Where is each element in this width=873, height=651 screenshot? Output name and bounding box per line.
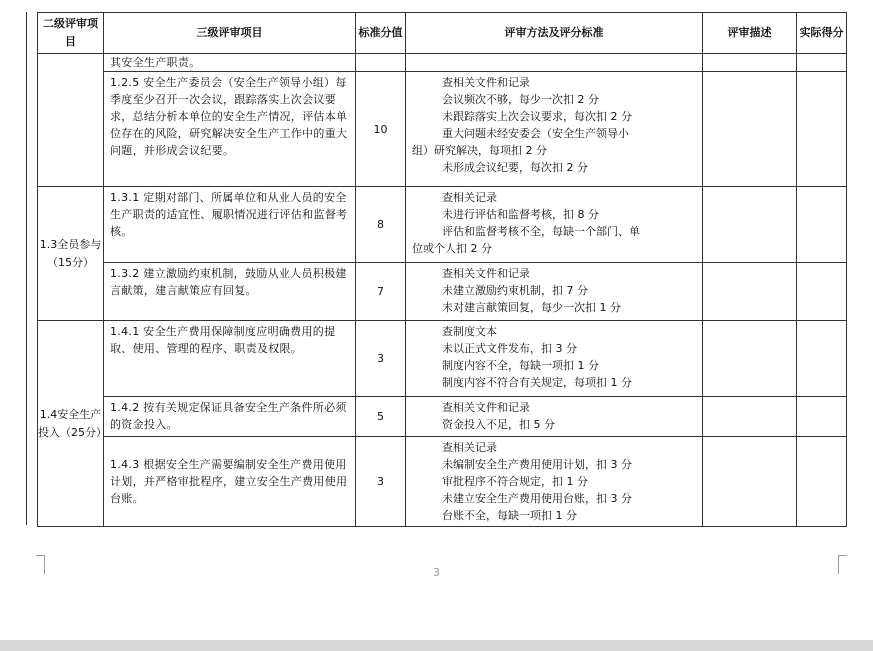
header-level2-item: 二级评审项目 [38, 13, 104, 54]
method-cell [406, 187, 703, 263]
method-line: 未形成会议纪要，每次扣 2 分 [442, 161, 588, 174]
actual-score-cell [797, 263, 847, 321]
table-header-row [38, 13, 847, 54]
group-cell-continued [38, 54, 104, 187]
table-row [38, 263, 847, 321]
description-cell [703, 72, 797, 187]
change-bar [26, 12, 27, 525]
method-line: 未建立安全生产费用使用台账，扣 3 分 [442, 492, 632, 505]
method-line: 查相关文件和记录 [442, 401, 530, 414]
method-line: 查相关记录 [442, 191, 497, 204]
score-cell: 8 [356, 187, 406, 263]
method-line: 未编制安全生产费用使用计划，扣 3 分 [442, 458, 632, 471]
method-cell [406, 397, 703, 437]
table-row [38, 437, 847, 527]
actual-score-cell [797, 187, 847, 263]
method-line: 未跟踪落实上次会议要求，每次扣 2 分 [442, 110, 632, 123]
viewer-bottom-band [0, 640, 873, 651]
header-level3-item: 三级评审项目 [104, 13, 356, 54]
review-table [37, 12, 847, 527]
group-cell-1-3: 1.3全员参与（15分） [38, 187, 104, 321]
item-cell: 1.3.2 建立激励约束机制，鼓励从业人员积极建言献策，建言献策应有回复。 [104, 263, 356, 321]
description-cell [703, 437, 797, 527]
method-line: 制度内容不全，每缺一项扣 1 分 [442, 359, 599, 372]
header-review-method: 评审方法及评分标准 [406, 13, 703, 54]
description-cell [703, 321, 797, 397]
method-cell [406, 263, 703, 321]
table-row [38, 72, 847, 187]
method-line: 制度内容不符合有关规定，每项扣 1 分 [442, 376, 632, 389]
method-line: 重大问题未经安委会（安全生产领导小 [442, 127, 629, 140]
item-cell: 1.4.2 按有关规定保证具备安全生产条件所必须的资金投入。 [104, 397, 356, 437]
method-line: 查相关文件和记录 [442, 267, 530, 280]
score-cell [356, 54, 406, 72]
actual-score-cell [797, 397, 847, 437]
score-cell: 7 [356, 263, 406, 321]
group-cell-1-4: 1.4安全生产投入（25分） [38, 321, 104, 527]
item-cell: 1.3.1 定期对部门、所属单位和从业人员的安全生产职责的适宜性、履职情况进行评估和监督考核。 [104, 187, 356, 263]
method-line: 评估和监督考核不全，每缺一个部门、单 [442, 225, 640, 238]
method-cell [406, 321, 703, 397]
actual-score-cell [797, 72, 847, 187]
table-row [38, 54, 847, 72]
score-cell: 5 [356, 397, 406, 437]
method-line: 会议频次不够，每少一次扣 2 分 [442, 93, 599, 106]
method-line: 查相关文件和记录 [442, 76, 530, 89]
method-line: 审批程序不符合规定，扣 1 分 [442, 475, 588, 488]
header-actual-score: 实际得分 [797, 13, 847, 54]
table-row [38, 321, 847, 397]
description-cell [703, 187, 797, 263]
actual-score-cell [797, 437, 847, 527]
description-cell [703, 54, 797, 72]
header-review-description: 评审描述 [703, 13, 797, 54]
table-row [38, 187, 847, 263]
score-cell: 3 [356, 321, 406, 397]
header-standard-score: 标准分值 [356, 13, 406, 54]
method-line: 未对建言献策回复，每少一次扣 1 分 [442, 301, 621, 314]
method-cell [406, 72, 703, 187]
description-cell [703, 397, 797, 437]
description-cell [703, 263, 797, 321]
method-line: 组）研究解决，每项扣 2 分 [412, 144, 547, 157]
actual-score-cell [797, 54, 847, 72]
item-cell: 1.4.3 根据安全生产需要编制安全生产费用使用计划，并严格审批程序，建立安全生产费用使用台账。 [104, 437, 356, 527]
method-line: 查制度文本 [442, 325, 497, 338]
method-line: 位或个人扣 2 分 [412, 242, 492, 255]
method-line: 未建立激励约束机制，扣 7 分 [442, 284, 588, 297]
item-cell: 1.2.5 安全生产委员会（安全生产领导小组）每季度至少召开一次会议，跟踪落实上次会议要求，总结分析本单位的安全生产情况，评估本单位存在的风险，研究解决安全生产工作中的重大问题，并形成会议纪要。 [104, 72, 356, 187]
method-line: 查相关记录 [442, 441, 497, 454]
table-row [38, 397, 847, 437]
item-cell: 其安全生产职责。 [104, 54, 356, 72]
method-line: 台账不全，每缺一项扣 1 分 [442, 509, 577, 522]
score-cell: 10 [356, 72, 406, 187]
method-cell [406, 54, 703, 72]
method-cell [406, 437, 703, 527]
page-number: 3 [433, 566, 440, 579]
method-line: 资金投入不足，扣 5 分 [442, 418, 555, 431]
method-line: 未进行评估和监督考核，扣 8 分 [442, 208, 599, 221]
actual-score-cell [797, 321, 847, 397]
method-line: 未以正式文件发布，扣 3 分 [442, 342, 577, 355]
score-cell: 3 [356, 437, 406, 527]
item-cell: 1.4.1 安全生产费用保障制度应明确费用的提取、使用、管理的程序、职责及权限。 [104, 321, 356, 397]
